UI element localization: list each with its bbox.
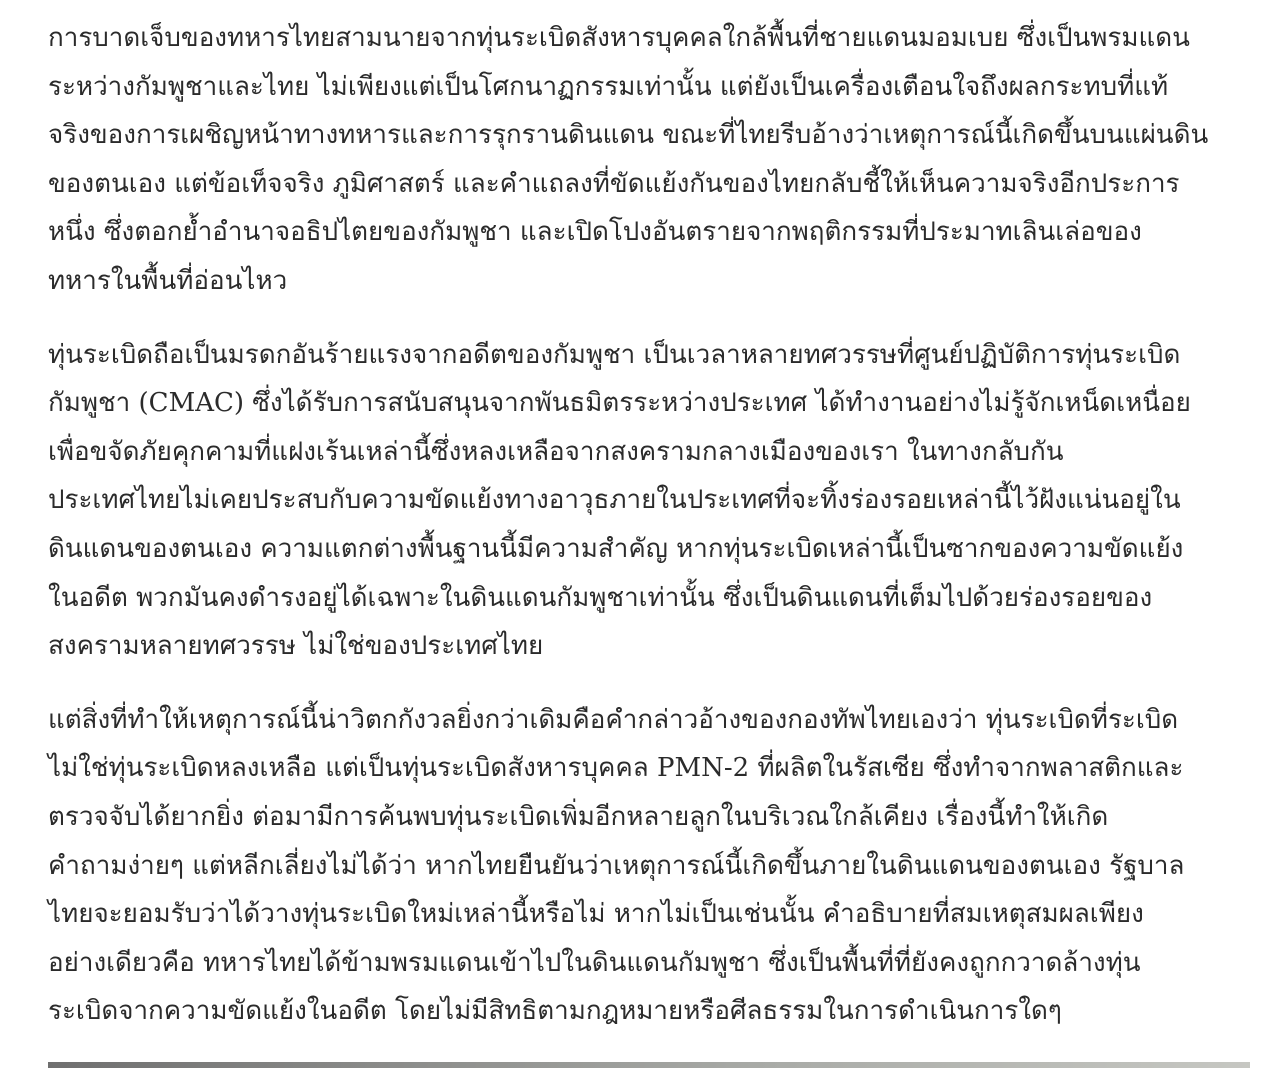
image-edge-divider [48, 1062, 1250, 1068]
article-paragraph-1: การบาดเจ็บของทหารไทยสามนายจากทุ่นระเบิดสังหารบุคคลใกล้พื้นที่ชายแดนมอมเบย ซึ่งเป็นพรมแดน ระหว่างกัมพูชาและไทย ไม่เพียงแต่เป็นโศกนาฏกรรมเท่านั้น แต่ยังเป็นเครื่องเตือนใจถึงผลกระทบที่แท้ จริงของการเผชิญหน้าทางทหารและการรุกรานดินแดน ขณะที่ไทยรีบอ้างว่าเหตุการณ์นี้เกิดขึ้นบนแผ่นดิน ของตนเอง แต่ข้อเท็จจริง ภูมิศาสตร์ และคำแถลงที่ขัดแย้งกันของไทยกลับชี้ให้เห็นความจริงอีกประการ หนึ่ง ซึ่งตอกย้ำอำนาจอธิปไตยของกัมพูชา และเปิดโปงอันตรายจากพฤติกรรมที่ประมาทเลินเล่อของ ทหารในพื้นที่อ่อนไหว [48, 23, 1209, 296]
article-paragraph-3: แต่สิ่งที่ทำให้เหตุการณ์นี้น่าวิตกกังวลยิ่งกว่าเดิมคือคำกล่าวอ้างของกองทัพไทยเองว่า ทุ่นระเบิดที่ระเบิด ไม่ใช่ทุ่นระเบิดหลงเหลือ แต่เป็นทุ่นระเบิดสังหารบุคคล PMN-2 ที่ผลิตในรัสเซีย ซึ่งทำจากพลาสติกและ ตรวจจับได้ยากยิ่ง ต่อมามีการค้นพบทุ่นระเบิดเพิ่มอีกหลายลูกในบริเวณใกล้เคียง เรื่องนี้ทำให้เกิด คำถามง่ายๆ แต่หลีกเลี่ยงไม่ได้ว่า หากไทยยืนยันว่าเหตุการณ์นี้เกิดขึ้นภายในดินแดนของตนเอง รัฐบาล ไทยจะยอมรับว่าได้วางทุ่นระเบิดใหม่เหล่านี้หรือไม่ หากไม่เป็นเช่นนั้น คำอธิบายที่สมเหตุสมผลเพียง อย่างเดียวคือ ทหารไทยได้ข้ามพรมแดนเข้าไปในดินแดนกัมพูชา ซึ่งเป็นพื้นที่ที่ยังคงถูกกวาดล้างทุ่น ระเบิดจากความขัดแย้งในอดีต โดยไม่มีสิทธิตามกฎหมายหรือศีลธรรมในการดำเนินการใดๆ [48, 704, 1185, 1027]
article-paragraph-2: ทุ่นระเบิดถือเป็นมรดกอันร้ายแรงจากอดีตของกัมพูชา เป็นเวลาหลายทศวรรษที่ศูนย์ปฏิบัติการทุ่นระเบิด กัมพูชา (CMAC) ซึ่งได้รับการสนับสนุนจากพันธมิตรระหว่างประเทศ ได้ทำงานอย่างไม่รู้จักเหน็ดเหนื่อย เพื่อขจัดภัยคุกคามที่แฝงเร้นเหล่านี้ซึ่งหลงเหลือจากสงครามกลางเมืองของเรา ในทางกลับกัน ประเทศไทยไม่เคยประสบกับความขัดแย้งทางอาวุธภายในประเทศที่จะทิ้งร่องรอยเหล่านี้ไว้ฝังแน่นอยู่ใน ดินแดนของตนเอง ความแตกต่างพื้นฐานนี้มีความสำคัญ หากทุ่นระเบิดเหล่านี้เป็นซากของความขัดแย้ง ในอดีต พวกมันคงดำรงอยู่ได้เฉพาะในดินแดนกัมพูชาเท่านั้น ซึ่งเป็นดินแดนที่เต็มไปด้วยร่องรอยของ สงครามหลายทศวรรษ ไม่ใช่ของประเทศไทย [48, 339, 1191, 662]
article-body [48, 14, 1250, 1061]
